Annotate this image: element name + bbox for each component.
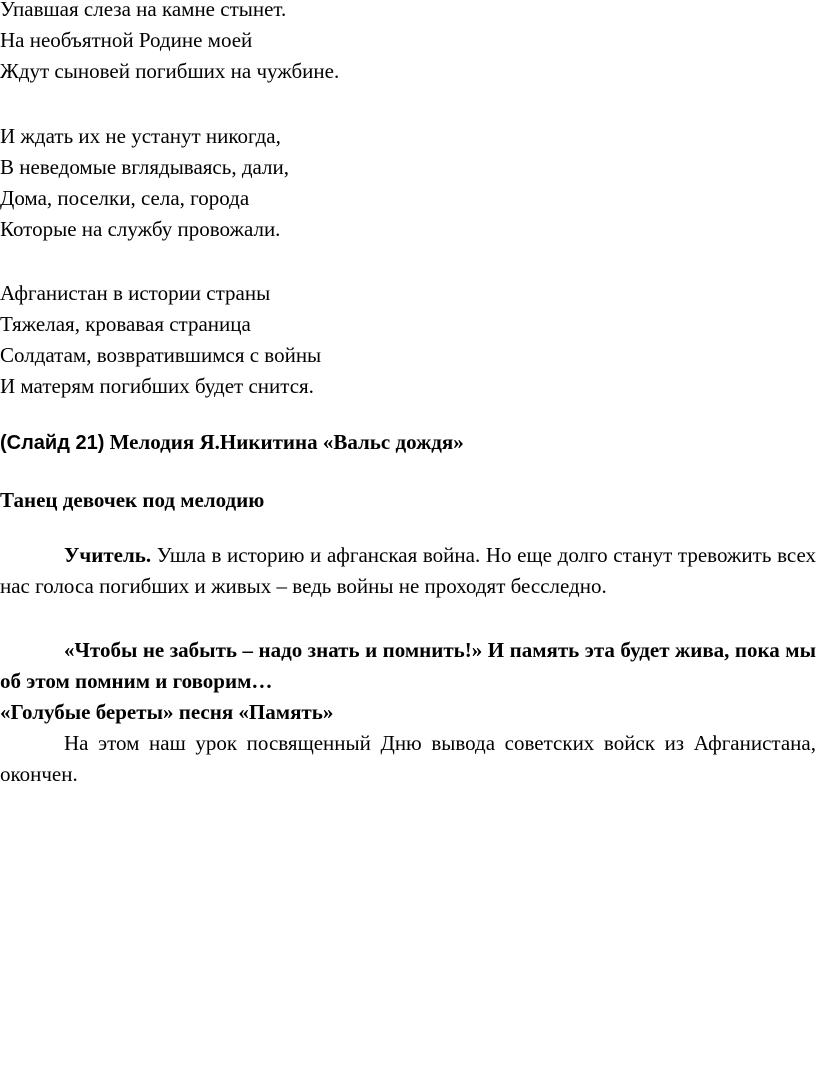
poem-line: Ждут сыновей погибших на чужбине. (0, 59, 340, 83)
poem-line: И ждать их не устанут никогда, (0, 124, 281, 148)
closing-paragraph: На этом наш урок посвященный Дню вывода советских войск из Афганистана, окончен. (0, 731, 816, 786)
teacher-paragraph (0, 540, 816, 602)
poem-line: Тяжелая, кровавая страница (0, 312, 251, 336)
remember-paragraph: «Чтобы не забыть – надо знать и помнить!» И память эта будет жива, пока мы об этом помним и говорим… (0, 638, 816, 693)
poem-stanza-3 (0, 278, 816, 402)
slide-title: Мелодия Я.Никитина «Вальс дождя» (109, 430, 464, 454)
poem-line: Солдатам, возвратившимся с войны (0, 343, 322, 367)
poem-line: Которые на службу провожали. (0, 217, 281, 241)
poem-line: В неведомые вглядываясь, дали, (0, 155, 289, 179)
poem-stanza-2 (0, 121, 816, 245)
poem-line: На необъятной Родине моей (0, 28, 253, 52)
poem-line: И матерям погибших будет снится. (0, 374, 314, 398)
slide-label: (Слайд 21) (0, 432, 105, 454)
dance-heading: Танец девочек под мелодию (0, 488, 265, 512)
speaker-label: Учитель. (64, 543, 152, 567)
poem-stanza-1 (0, 0, 816, 87)
poem-line: Дома, поселки, села, города (0, 186, 250, 210)
poem-line: Афганистан в истории страны (0, 281, 271, 305)
slide-heading (0, 427, 464, 459)
song-line: «Голубые береты» песня «Память» (0, 700, 334, 724)
teacher-text: Ушла в историю и афганская война. Но еще долго станут тревожить всех нас голоса погибших и живых – ведь войны не проходят бесследно. (0, 543, 816, 598)
poem-line: Упавшая слеза на камне стынет. (0, 0, 287, 21)
